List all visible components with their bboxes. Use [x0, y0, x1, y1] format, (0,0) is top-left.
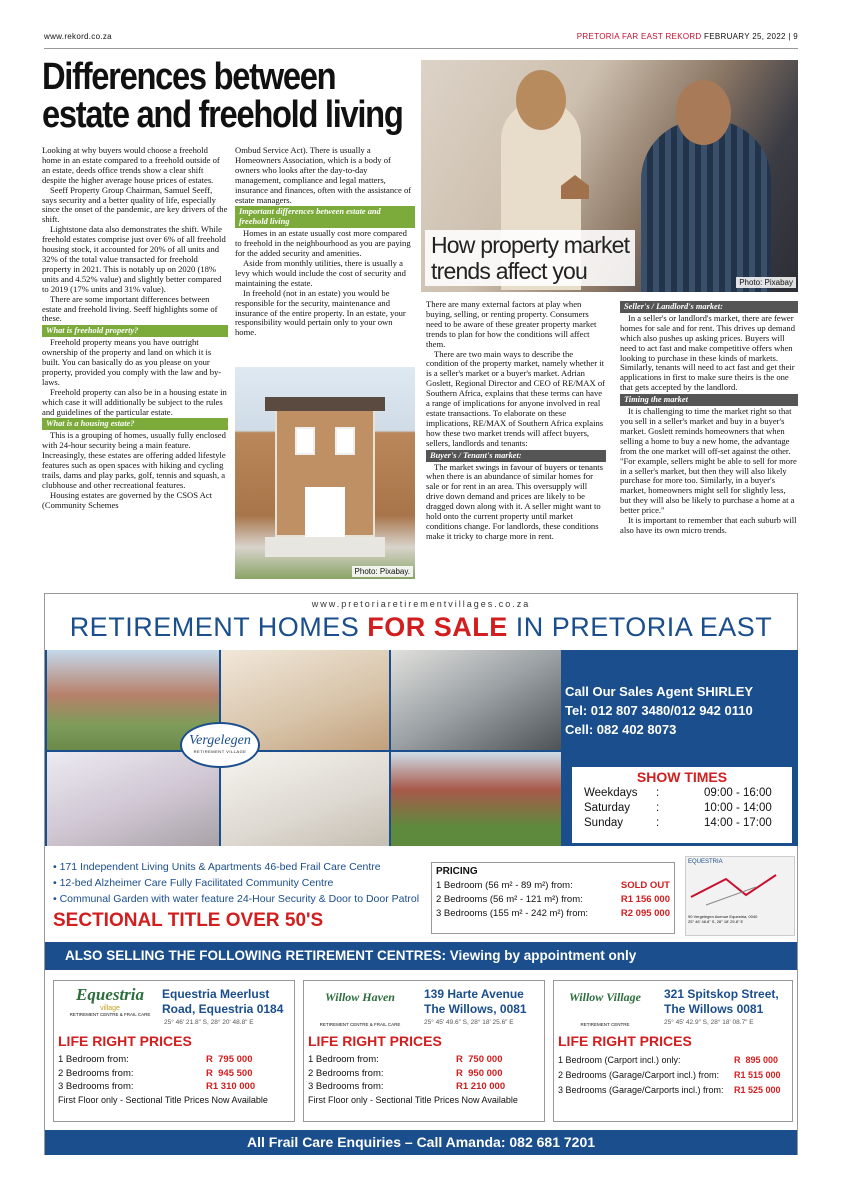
price-value: R1 210 000 [456, 1081, 506, 1092]
address-line: The Willows, 0081 [424, 1002, 527, 1016]
pricing-value: R1 156 000 [620, 894, 670, 905]
sales-contact [565, 682, 753, 739]
frail-care-footer: All Frail Care Enquiries – Call Amanda: 082 681 7201 [45, 1130, 797, 1155]
vergelegen-logo [180, 722, 260, 768]
subheading-freehold: What is freehold property? [42, 325, 228, 337]
man-figure [641, 120, 771, 292]
pricing-label: 2 Bedrooms (56 m² - 121 m²) from: [436, 894, 583, 905]
centre-address [664, 987, 779, 1017]
logo-text: Equestria [75, 985, 145, 1004]
paragraph: There are two main ways to describe the condition of the property market, namely whether it is a seller's market or a buyer's market. Adrian Goslett, Regional Director and CEO of RE/MAX of Southern Africa, explains that these terms can have a range of implications for anyone involved in real estate transactions. To elaborate on these implications, RE/MAX of Southern Africa explains how these two market trends will affect buyers, sellers, landlords and tenants: [426, 348, 606, 448]
subheading-timing: Timing the market [620, 394, 798, 406]
life-right-title: LIFE RIGHT PRICES [58, 1033, 192, 1049]
centre-card-equestria [53, 980, 295, 1122]
centre-logo [60, 985, 160, 1017]
article1-column-1 [42, 146, 228, 511]
show-times-list [584, 786, 792, 831]
article2-title [425, 230, 635, 286]
price-list [558, 1053, 790, 1098]
day: Weekdays [584, 787, 638, 799]
bullet-item: • Communal Garden with water feature 24-Hour Security & Door to Door Patrol [53, 893, 420, 905]
headline-for-sale: FOR SALE [367, 612, 508, 642]
pricing-value: R2 095 000 [620, 908, 670, 919]
paragraph: Seeff Property Group Chairman, Samuel Seeff, says security and a better quality of life, especially since the onset of the pandemic, are key drivers of the shift. [42, 184, 228, 225]
paragraph: Housing estates are governed by the CSOS Act (Community Schemes [42, 489, 213, 510]
price-row [558, 1068, 790, 1083]
price-footnote: First Floor only - Sectional Title Prices Now Available [58, 1094, 268, 1105]
logo-subtext: RETIREMENT VILLAGE [193, 749, 247, 754]
pricing-label: 3 Bedrooms (155 m² - 242 m²) from: [436, 908, 589, 919]
price-label: 3 Bedrooms from: [308, 1081, 384, 1092]
article2-column-2 [620, 300, 798, 536]
logo-small: RETIREMENT CENTRE & FRAIL CARE [69, 1012, 151, 1017]
price-row [58, 1067, 258, 1081]
retirement-advert [44, 593, 798, 1155]
photo-credit: Photo: Pixabay [736, 277, 796, 288]
map-addr-line: 90 Vergelegen Avenue [688, 914, 729, 919]
page-number: 9 [793, 32, 798, 41]
price-list [308, 1053, 518, 1107]
hours: 09:00 - 16:00 [704, 787, 772, 799]
address-line: 139 Harte Avenue [424, 987, 524, 1001]
price-value: R1 515 000 [734, 1070, 781, 1080]
price-row [308, 1067, 508, 1081]
price-row [58, 1053, 258, 1067]
paragraph: Freehold property can also be in a housing estate in which case it will additionally be subject to the rules and guidelines of the particular estate. [42, 386, 227, 417]
life-right-title: LIFE RIGHT PRICES [308, 1033, 442, 1049]
paragraph: Lightstone data also demonstrates the shift. While freehold estates comprise just over 6% of all freehold housing stock, it accounted for 20% of all units and 32% of the total value transacted for freehold property in 2021. This is notably up on 2020 (18% units and 4.52% value) and slightly better compared to 2019 (17% units and 31% value). [42, 224, 226, 294]
man-head [676, 80, 731, 145]
paragraph: In freehold (not in an estate) you would be responsible for the security, maintenance and insurance of the entire property. In an estate, your responsibility would pertain only to your own home. [235, 287, 406, 338]
price-label: 3 Bedrooms (Garage/Carports incl.) from: [558, 1085, 724, 1095]
centre-address [162, 987, 283, 1017]
hours: 10:00 - 14:00 [704, 802, 772, 814]
also-selling-banner: ALSO SELLING THE FOLLOWING RETIREMENT CENTRES: Viewing by appointment only [45, 942, 797, 970]
house-roof [265, 397, 385, 411]
price-label: 3 Bedrooms from: [58, 1081, 134, 1092]
pricing-box [431, 862, 675, 934]
paragraph: Aside from monthly utilities, there is usually a levy which would include the cost of security and maintaining the estate. [235, 257, 406, 288]
address-line: Road, Equestria 0184 [162, 1002, 284, 1016]
photo-credit: Photo: Pixabay. [352, 566, 413, 577]
headline-part: RETIREMENT HOMES [69, 612, 368, 642]
bedroom-photo [47, 752, 219, 846]
centre-logo [310, 985, 410, 1027]
colon: : [656, 787, 660, 799]
house-porch [305, 487, 345, 537]
garden-photo [391, 752, 561, 846]
paragraph: The market swings in favour of buyers or tenants when there is an abundance of similar homes for sale or for rent in an area. This oversupply will drive down demand and prices are likely to be dragged down along with it. A seller might want to hold onto the current property until market conditions change. For landlords, these conditions make it tricky to charge more in rent. [426, 461, 603, 541]
colon: : [656, 802, 660, 814]
pricing-label: 1 Bedroom (56 m² - 89 m²) from: [436, 880, 573, 891]
map-address [688, 914, 794, 924]
paragraph: Ombud Service Act). There is usually a Homeowners Association, which is a body of owners who looks after the day-to-day management, compliance and legal matters, insurance and finances, often with the assistance of estate managers. [235, 145, 412, 205]
page-header [44, 30, 798, 46]
pricing-row [436, 879, 670, 893]
cell-line[interactable]: Cell: 082 402 8073 [565, 722, 677, 737]
map-coord: 25° 46' 48.8" S, 28° 18' 25.8" E [688, 919, 744, 924]
show-times-box [572, 767, 792, 843]
house-steps [265, 537, 385, 557]
logo-text: Willow Village [569, 990, 641, 1004]
price-row [558, 1053, 790, 1068]
separator: | [788, 32, 791, 41]
price-label: 2 Bedrooms from: [58, 1067, 134, 1079]
day: Saturday [584, 802, 631, 814]
price-list [58, 1053, 268, 1107]
paragraph: Homes in an estate usually cost more compared to freehold in the neighbourhood as you are paying for the added security and amenities. [235, 228, 411, 259]
price-row [308, 1080, 508, 1094]
agent-line: Call Our Sales Agent SHIRLEY [565, 684, 754, 699]
couple-photo [421, 60, 798, 292]
paragraph: This is a grouping of homes, usually fully enclosed with 24-hour security being a main feature. Increasingly, these estates are offering added lifestyle features such as open spaces with hiking and cycling trails, dams and play parks, golf, tennis and squash, a clubhouse and other recreational features. [42, 430, 226, 490]
centre-coord: 25° 46' 21.8" S, 28° 20' 48.8" E [164, 1019, 254, 1026]
advert-url[interactable]: www.pretoriaretirementvillages.co.za [311, 599, 531, 609]
article2-title-line1: How property market [431, 232, 630, 258]
centre-coord: 25° 45' 42.9" S, 28° 18' 08.7" E [664, 1019, 754, 1026]
price-row [58, 1080, 258, 1094]
logo-small: RETIREMENT CENTRE & FRAIL CARE [319, 1022, 401, 1027]
advert-headline [45, 612, 797, 643]
issue-date: FEBRUARY 25, 2022 [704, 32, 786, 41]
price-value: R 950 000 [456, 1067, 503, 1079]
woman-head [516, 70, 566, 130]
map-roads-icon [686, 867, 794, 909]
pricing-row [436, 893, 670, 907]
price-value: R1 310 000 [206, 1081, 256, 1092]
show-times-title: SHOW TIMES [636, 769, 728, 785]
paragraph: It is challenging to time the market right so that you sell in a seller's market and buy in a buyer's market. Goslett reminds homeowners that when selling a home to buy a new home, the advantage from the one market will off-set against the other. "For example, sellers might be able to sell for more in a seller's market, but then they will also likely purchase for more too. Similarly, in a buyer's market, homeowners might sell for slightly less, but they will also be likely to purchase a home at a better price." [620, 406, 797, 516]
price-label: 1 Bedroom from: [58, 1054, 129, 1065]
house-window [295, 427, 315, 455]
paragraph: There are many external factors at play when buying, selling, or renting property. Consumers need to be aware of these greater property market trends to plan for how the conditions will affect them. [426, 299, 597, 349]
pricing-value: SOLD OUT [620, 880, 670, 891]
headline-part: IN PRETORIA EAST [507, 612, 773, 642]
article1-column-2 [235, 146, 415, 338]
logo-small: RETIREMENT CENTRE [580, 1022, 630, 1027]
map-addr-line: Equestria, 0040 [729, 914, 758, 919]
house-window [335, 427, 355, 455]
bullet-text: Communal Garden with water feature 24-Hour Security & Door to Door Patrol [59, 893, 420, 905]
subheading-buyers-market: Buyer's / Tenant's market: [426, 450, 606, 462]
subheading-differences: Important differences between estate and freehold living [235, 206, 415, 228]
article2-title-line2: trends affect you [431, 258, 588, 284]
house-photo [235, 367, 415, 579]
paragraph: Looking at why buyers would choose a freehold home in an estate compared to a freehold outside of an estate, deeds office trends show a clear shift despite the higher average house prices of estates. [42, 145, 220, 185]
article2-column-1 [426, 300, 606, 542]
price-value: R 895 000 [734, 1055, 779, 1065]
centre-coord: 25° 45' 49.6" S, 28° 18' 25.6" E [424, 1019, 514, 1026]
location-map[interactable] [685, 856, 795, 936]
bullet-text: 12-bed Alzheimer Care Fully Facilitated Community Centre [59, 877, 334, 889]
price-label: 1 Bedroom (Carport incl.) only: [558, 1055, 681, 1065]
price-value: R 945 500 [206, 1067, 253, 1079]
feature-bullets [53, 859, 419, 907]
bullet-item: • 12-bed Alzheimer Care Fully Facilitated Community Centre [53, 877, 334, 889]
logo-subtext: village [100, 1005, 120, 1012]
pricing-row [436, 907, 670, 921]
article-title: Differences between estate and freehold living [42, 56, 403, 136]
subheading-sellers-market: Seller's / Landlord's market: [620, 301, 798, 313]
logo-text: Vergelegen [189, 733, 251, 748]
show-times-row [584, 801, 792, 816]
paragraph: There are some important differences between estate and freehold living. Seeff highlights some of these. [42, 293, 218, 324]
bullet-text: 171 Independent Living Units & Apartments 46-bed Frail Care Centre [59, 861, 381, 873]
centre-card-willow-village [553, 980, 793, 1122]
subheading-estate: What is a housing estate? [42, 418, 228, 430]
lounge-photo [391, 650, 561, 750]
address-line: The Willows 0081 [664, 1002, 764, 1016]
price-value: R 795 000 [206, 1054, 253, 1065]
hours: 14:00 - 17:00 [704, 817, 772, 829]
price-label: 2 Bedrooms from: [308, 1067, 384, 1079]
paragraph: It is important to remember that each suburb will also have its own micro trends. [620, 515, 797, 535]
price-value: R 750 000 [456, 1054, 503, 1065]
address-line: 321 Spitskop Street, [664, 987, 779, 1001]
logo-text: Willow Haven [325, 990, 395, 1004]
price-row [558, 1083, 790, 1098]
life-right-title: LIFE RIGHT PRICES [558, 1033, 692, 1049]
price-row [308, 1053, 508, 1067]
price-value: R1 525 000 [734, 1085, 781, 1095]
map-label: EQUESTRIA [688, 859, 723, 865]
day: Sunday [584, 817, 624, 829]
centre-address [424, 987, 527, 1017]
centre-card-willow-haven [303, 980, 545, 1122]
show-times-row [584, 816, 792, 831]
bathroom-photo [221, 752, 389, 846]
show-times-row [584, 786, 792, 801]
centre-logo [560, 985, 650, 1027]
sectional-title: SECTIONAL TITLE OVER 50'S [53, 910, 324, 931]
price-label: 1 Bedroom from: [308, 1054, 379, 1065]
bullet-item: • 171 Independent Living Units & Apartments 46-bed Frail Care Centre [53, 861, 381, 873]
paragraph: Freehold property means you have outright ownership of the property and land on which it is built. You can basically do as you please on your property, provided you comply with the law and by-laws. [42, 337, 222, 387]
paper-name: PRETORIA FAR EAST REKORD [576, 32, 702, 41]
colon: : [656, 817, 660, 829]
header-rule [44, 48, 798, 49]
masthead-info [577, 32, 798, 41]
price-footnote: First Floor only - Sectional Title Prices Now Available [308, 1094, 518, 1105]
site-url: www.rekord.co.za [44, 32, 112, 41]
address-line: Equestria Meerlust [162, 987, 270, 1001]
pricing-title: PRICING [436, 866, 478, 877]
paragraph: In a seller's or landlord's market, there are fewer homes for sale and for rent. This drives up demand which also pushes up asking prices. Buyers will need to act fast and make competitive offers when looking to purchase in these kinds of markets. Similarly, tenants will need to act fast and get their applications in first to make sure theirs is the one that gets accepted by the landlord. [620, 312, 796, 393]
price-label: 2 Bedrooms (Garage/Carport incl.) from: [558, 1070, 720, 1080]
tel-line[interactable]: Tel: 012 807 3480/012 942 0110 [565, 703, 753, 718]
